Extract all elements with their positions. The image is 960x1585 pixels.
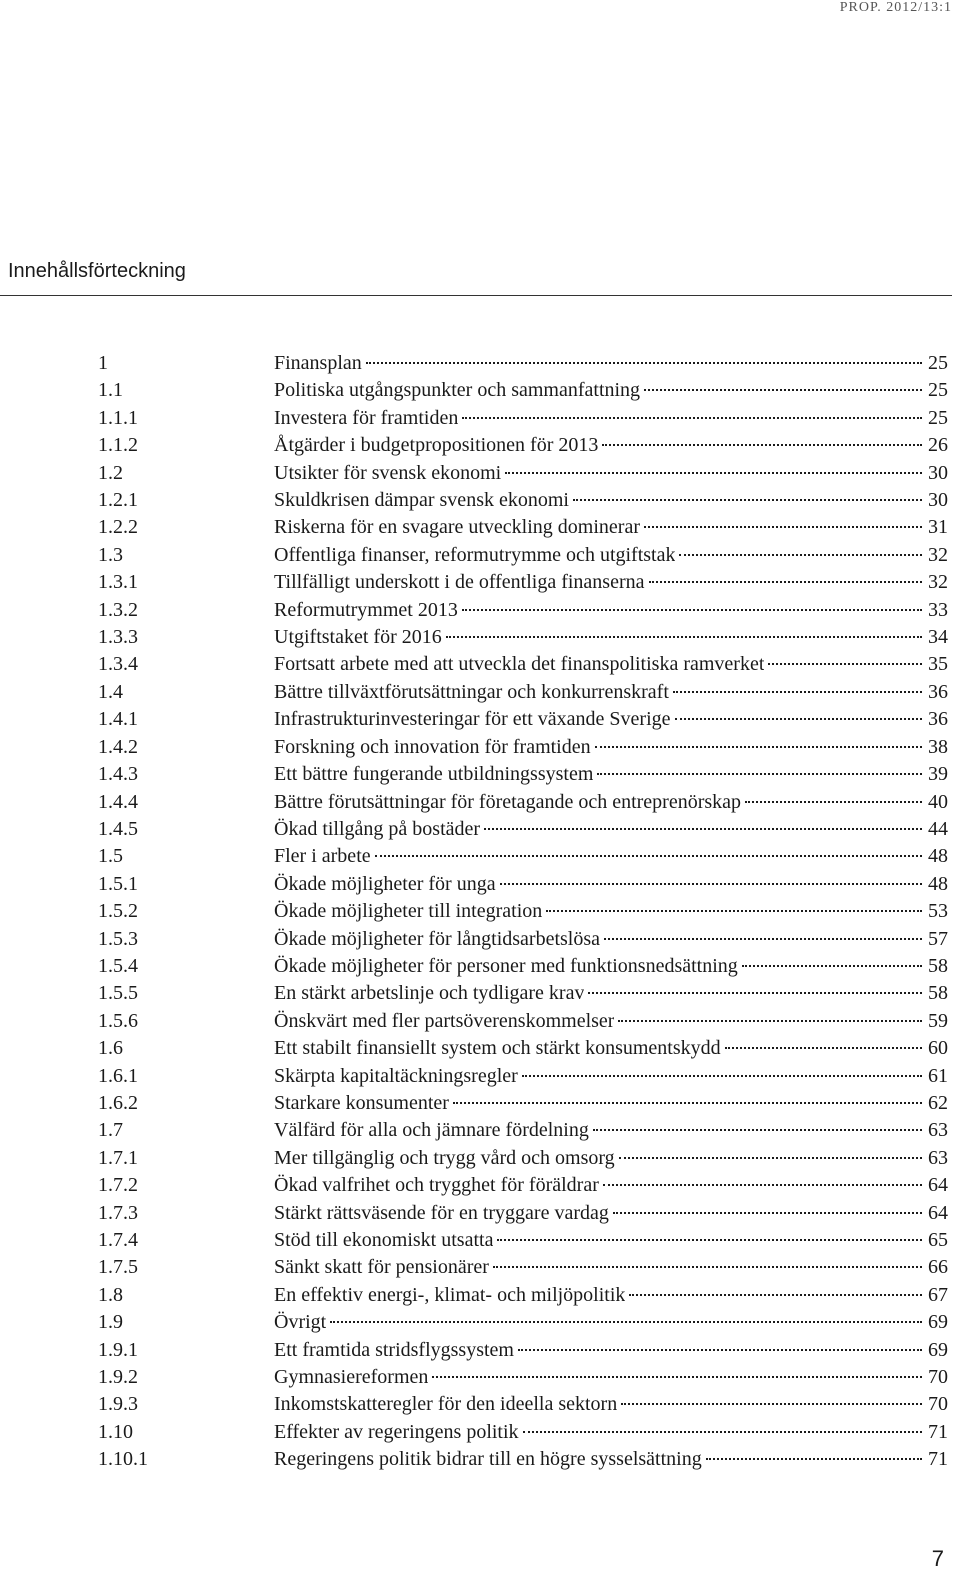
toc-entry-title[interactable]: Infrastrukturinvesteringar för ett växande Sverige	[274, 708, 671, 731]
toc-dot-leader	[629, 1294, 922, 1296]
toc-entry-page[interactable]: 26	[928, 434, 948, 457]
toc-entry-number: 1.9.2	[98, 1366, 138, 1389]
toc-entry-title[interactable]: Skuldkrisen dämpar svensk ekonomi	[274, 489, 569, 512]
toc-entry[interactable]	[98, 597, 948, 624]
toc-entry-page[interactable]: 34	[928, 626, 948, 649]
toc-entry[interactable]	[98, 1364, 948, 1391]
toc-entry-number: 1.9	[98, 1311, 123, 1334]
toc-entry-title[interactable]: Övrigt	[274, 1311, 327, 1334]
toc-entry-number: 1.1	[98, 379, 123, 402]
toc-entry-page[interactable]: 44	[928, 817, 948, 840]
toc-dot-leader	[604, 938, 922, 940]
toc-dot-leader	[505, 472, 922, 474]
toc-entry-number: 1.5.6	[98, 1009, 138, 1032]
toc-dot-leader	[522, 1075, 922, 1077]
toc-dot-leader	[673, 691, 922, 693]
toc-dot-leader	[366, 362, 922, 364]
toc-entry-page[interactable]: 70	[928, 1366, 948, 1389]
toc-entry[interactable]	[98, 953, 948, 980]
toc-entry-title[interactable]: Ökade möjligheter för långtidsarbetslösa	[274, 927, 601, 950]
toc-entry-page[interactable]: 64	[928, 1201, 948, 1224]
toc-entry-page[interactable]: 65	[928, 1229, 948, 1251]
toc-entry-page[interactable]: 58	[928, 982, 948, 1005]
toc-entry[interactable]	[98, 1145, 948, 1172]
toc-entry-number: 1.7	[98, 1119, 123, 1142]
toc-entry-title[interactable]: Fortsatt arbete med att utveckla det finanspolitiska ramverket	[274, 653, 765, 676]
toc-entry-number: 1.1.2	[98, 434, 138, 457]
toc-dot-leader	[330, 1321, 922, 1323]
toc-dot-leader	[500, 883, 922, 885]
toc-dot-leader	[595, 746, 922, 748]
toc-entry-page[interactable]: 40	[928, 790, 948, 813]
toc-entry-page[interactable]: 33	[928, 598, 948, 621]
toc-entry-page[interactable]: 48	[928, 845, 948, 868]
toc-entry-title[interactable]: Regeringens politik bidrar till en högre sysselsättning	[274, 1448, 702, 1471]
toc-entry-title[interactable]: Ett bättre fungerande utbildningssystem	[274, 763, 594, 786]
toc-entry-number: 1.7.1	[98, 1146, 138, 1169]
toc-entry[interactable]	[98, 871, 948, 898]
toc-entry-title[interactable]: Åtgärder i budgetpropositionen för 2013	[274, 434, 599, 457]
toc-entry[interactable]	[98, 980, 948, 1007]
toc-entry-title[interactable]: Forskning och innovation för framtiden	[274, 735, 591, 758]
toc-entry-title[interactable]: Ökade möjligheter för personer med funktionsnedsättning	[274, 954, 738, 977]
toc-entry-title[interactable]: Offentliga finanser, reformutrymme och utgiftstak	[274, 543, 676, 566]
toc-entry-page[interactable]: 32	[928, 571, 948, 594]
toc-entry[interactable]	[98, 1200, 948, 1227]
toc-entry-title[interactable]: Utgiftstaket för 2016	[274, 626, 442, 649]
toc-entry-number: 1	[98, 352, 108, 374]
toc-dot-leader	[603, 1184, 922, 1186]
toc-dot-leader	[644, 526, 922, 528]
toc-entry-number: 1.9.1	[98, 1338, 138, 1361]
toc-entry[interactable]	[98, 926, 948, 953]
toc-entry-number: 1.5.4	[98, 954, 138, 977]
toc-entry-number: 1.6.2	[98, 1091, 138, 1114]
toc-entry-page[interactable]: 30	[928, 489, 948, 512]
toc-entry-number: 1.10.1	[98, 1448, 148, 1471]
toc-entry-page[interactable]: 69	[928, 1311, 948, 1334]
toc-dot-leader	[484, 828, 922, 830]
toc-dot-leader	[588, 992, 922, 994]
toc-entry[interactable]	[98, 679, 948, 706]
toc-dot-leader	[742, 965, 922, 967]
toc-entry-page[interactable]: 53	[928, 900, 948, 923]
toc-entry-title[interactable]: Politiska utgångspunkter och sammanfattning	[274, 379, 641, 402]
toc-entry[interactable]	[98, 1419, 948, 1446]
toc-entry-number: 1.4	[98, 680, 123, 703]
toc-dot-leader	[768, 663, 922, 665]
toc-entry-number: 1.9.3	[98, 1393, 138, 1416]
toc-dot-leader	[497, 1239, 922, 1241]
toc-entry[interactable]	[98, 405, 948, 432]
toc-dot-leader	[679, 554, 922, 556]
toc-entry-title[interactable]: Utsikter för svensk ekonomi	[274, 461, 502, 484]
toc-dot-leader	[619, 1157, 922, 1159]
toc-entry[interactable]	[98, 350, 948, 377]
toc-entry-page[interactable]: 25	[928, 379, 948, 402]
toc-entry-title[interactable]: Ett stabilt finansiellt system och stärkt konsumentskydd	[274, 1037, 721, 1060]
toc-entry-number: 1.3.4	[98, 653, 138, 676]
toc-entry[interactable]	[98, 816, 948, 843]
toc-entry-number: 1.7.2	[98, 1174, 138, 1197]
toc-entry-title[interactable]: Ökade möjligheter för unga	[274, 872, 496, 895]
toc-entry-page[interactable]: 31	[928, 516, 948, 539]
toc-entry-number: 1.8	[98, 1283, 123, 1306]
toc-entry-page[interactable]: 62	[928, 1091, 948, 1114]
toc-entry[interactable]	[98, 1227, 948, 1254]
toc-dot-leader	[462, 609, 922, 611]
toc-entry-number: 1.5.2	[98, 900, 138, 923]
toc-entry[interactable]	[98, 651, 948, 678]
toc-entry-page[interactable]: 25	[928, 352, 948, 374]
toc-entry[interactable]	[98, 1117, 948, 1144]
toc-entry-number: 1.4.5	[98, 817, 138, 840]
toc-dot-leader	[518, 1349, 922, 1351]
toc-entry-title[interactable]: Stöd till ekonomiskt utsatta	[274, 1229, 494, 1251]
toc-entry-number: 1.7.5	[98, 1256, 138, 1279]
toc-entry-title[interactable]: Ökad valfrihet och trygghet för föräldrar	[274, 1174, 599, 1197]
toc-entry-title[interactable]: En stärkt arbetslinje och tydligare krav	[274, 982, 585, 1005]
toc-dot-leader	[446, 636, 922, 638]
toc-entry[interactable]	[98, 1008, 948, 1035]
toc-dot-leader	[546, 910, 922, 912]
toc-entry[interactable]	[98, 1063, 948, 1090]
toc-entry-title[interactable]: Ökade möjligheter till integration	[274, 900, 543, 923]
toc-entry-number: 1.2.2	[98, 516, 138, 539]
page-number: 7	[931, 1546, 944, 1571]
toc-entry-title[interactable]: Starkare konsumenter	[274, 1091, 449, 1114]
toc-entry-page[interactable]: 59	[928, 1009, 948, 1032]
toc-entry[interactable]	[98, 1254, 948, 1281]
toc-entry-title[interactable]: Gymnasiereformen	[274, 1366, 429, 1389]
toc-entry-title[interactable]: Tillfälligt underskott i de offentliga finanserna	[274, 571, 645, 594]
toc-entry-title[interactable]: Skärpta kapitaltäckningsregler	[274, 1064, 518, 1087]
toc-dot-leader	[432, 1376, 922, 1378]
toc-entry-page[interactable]: 36	[928, 708, 948, 731]
toc-entry[interactable]	[98, 460, 948, 487]
toc-entry-number: 1.2	[98, 461, 123, 484]
toc-entry-title[interactable]: Sänkt skatt för pensionärer	[274, 1256, 489, 1279]
toc-entry-number: 1.3.3	[98, 626, 138, 649]
toc-entry-number: 1.5.3	[98, 927, 138, 950]
toc-entry[interactable]	[98, 843, 948, 870]
toc-entry[interactable]	[98, 1090, 948, 1117]
toc-dot-leader	[602, 444, 922, 446]
document-reference: PROP. 2012/13:1	[839, 0, 952, 15]
toc-entry[interactable]	[98, 1337, 948, 1364]
toc-entry[interactable]	[98, 761, 948, 788]
toc-entry-number: 1.10	[98, 1420, 133, 1443]
toc-entry-title[interactable]: Investera för framtiden	[274, 406, 459, 429]
toc-entry-number: 1.3.1	[98, 571, 138, 594]
toc-list	[98, 350, 948, 1474]
toc-entry-title[interactable]: Riskerna för en svagare utveckling dominerar	[274, 516, 640, 539]
toc-dot-leader	[453, 1102, 922, 1104]
toc-dot-leader	[644, 389, 922, 391]
toc-dot-leader	[675, 718, 922, 720]
toc-entry-number: 1.3	[98, 543, 123, 566]
toc-dot-leader	[745, 801, 922, 803]
toc-entry[interactable]	[98, 487, 948, 514]
toc-entry-number: 1.5.5	[98, 982, 138, 1005]
toc-dot-leader	[375, 855, 922, 857]
toc-dot-leader	[597, 773, 922, 775]
toc-entry-number: 1.4.1	[98, 708, 138, 731]
toc-entry-title[interactable]: Ökad tillgång på bostäder	[274, 817, 481, 840]
toc-entry[interactable]	[98, 1309, 948, 1336]
toc-entry-page[interactable]: 48	[928, 872, 948, 895]
toc-entry-title[interactable]: Finansplan	[274, 352, 362, 374]
toc-entry-page[interactable]: 25	[928, 406, 948, 429]
toc-entry-page[interactable]: 35	[928, 653, 948, 676]
toc-entry-number: 1.6	[98, 1037, 123, 1060]
toc-entry[interactable]	[98, 377, 948, 404]
toc-entry-page[interactable]: 71	[928, 1420, 948, 1443]
toc-entry-page[interactable]: 57	[928, 927, 948, 950]
toc-entry-page[interactable]: 63	[928, 1119, 948, 1142]
toc-entry[interactable]	[98, 432, 948, 459]
toc-entry-title[interactable]: En effektiv energi-, klimat- och miljöpolitik	[274, 1283, 626, 1306]
toc-heading: Innehållsförteckning	[8, 260, 186, 282]
toc-entry-number: 1.2.1	[98, 489, 138, 512]
toc-entry-title[interactable]: Mer tillgänglig och trygg vård och omsorg	[274, 1146, 615, 1169]
toc-dot-leader	[523, 1431, 922, 1433]
toc-entry-number: 1.4.2	[98, 735, 138, 758]
toc-entry-page[interactable]: 36	[928, 680, 948, 703]
toc-entry[interactable]	[98, 542, 948, 569]
toc-dot-leader	[613, 1212, 922, 1214]
toc-entry-number: 1.5	[98, 845, 123, 868]
toc-dot-leader	[593, 1129, 922, 1131]
toc-entry-title[interactable]: Välfärd för alla och jämnare fördelning	[274, 1119, 589, 1142]
toc-entry[interactable]	[98, 1172, 948, 1199]
toc-entry-page[interactable]: 69	[928, 1338, 948, 1361]
toc-entry-page[interactable]: 30	[928, 461, 948, 484]
toc-entry-page[interactable]: 70	[928, 1393, 948, 1416]
toc-entry-page[interactable]: 58	[928, 954, 948, 977]
toc-entry[interactable]	[98, 514, 948, 541]
heading-rule	[0, 295, 952, 296]
toc-entry[interactable]	[98, 624, 948, 651]
toc-entry-title[interactable]: Ett framtida stridsflygssystem	[274, 1338, 514, 1361]
toc-entry-number: 1.4.4	[98, 790, 138, 813]
toc-entry-page[interactable]: 64	[928, 1174, 948, 1197]
toc-dot-leader	[649, 581, 923, 583]
toc-entry-page[interactable]: 67	[928, 1283, 948, 1306]
toc-entry-page[interactable]: 39	[928, 763, 948, 786]
toc-entry-title[interactable]: Inkomstskatteregler för den ideella sektorn	[274, 1393, 618, 1416]
toc-entry-page[interactable]: 63	[928, 1146, 948, 1169]
toc-entry[interactable]	[98, 1391, 948, 1418]
toc-entry-page[interactable]: 61	[928, 1064, 948, 1087]
toc-entry-number: 1.7.4	[98, 1229, 138, 1251]
toc-dot-leader	[493, 1266, 922, 1268]
toc-entry-number: 1.1.1	[98, 406, 138, 429]
toc-entry[interactable]	[98, 898, 948, 925]
toc-entry-title[interactable]: Bättre förutsättningar för företagande och entreprenörskap	[274, 790, 742, 813]
toc-dot-leader	[573, 499, 922, 501]
toc-entry-page[interactable]: 38	[928, 735, 948, 758]
toc-entry-number: 1.7.3	[98, 1201, 138, 1224]
toc-entry-page[interactable]: 60	[928, 1037, 948, 1060]
toc-entry-title[interactable]: Reformutrymmet 2013	[274, 598, 458, 621]
toc-entry[interactable]	[98, 734, 948, 761]
toc-entry-title[interactable]: Önskvärt med fler partsöverenskommelser	[274, 1009, 615, 1032]
toc-entry[interactable]	[98, 706, 948, 733]
toc-dot-leader	[462, 417, 922, 419]
toc-entry-number: 1.4.3	[98, 763, 138, 786]
toc-entry-title[interactable]: Bättre tillväxtförutsättningar och konkurrenskraft	[274, 680, 669, 703]
toc-entry-title[interactable]: Fler i arbete	[274, 845, 371, 868]
toc-entry[interactable]	[98, 789, 948, 816]
toc-dot-leader	[706, 1458, 922, 1460]
toc-entry[interactable]	[98, 1035, 948, 1062]
toc-dot-leader	[618, 1020, 922, 1022]
toc-entry-title[interactable]: Effekter av regeringens politik	[274, 1420, 519, 1443]
toc-entry[interactable]	[98, 1282, 948, 1309]
toc-entry[interactable]	[98, 569, 948, 596]
toc-dot-leader	[621, 1403, 922, 1405]
toc-entry-page[interactable]: 32	[928, 543, 948, 566]
toc-entry-title[interactable]: Stärkt rättsväsende för en tryggare vardag	[274, 1201, 609, 1224]
toc-entry-number: 1.5.1	[98, 872, 138, 895]
toc-dot-leader	[725, 1047, 922, 1049]
toc-entry-page[interactable]: 66	[928, 1256, 948, 1279]
toc-entry-number: 1.6.1	[98, 1064, 138, 1087]
toc-entry-page[interactable]: 71	[928, 1448, 948, 1471]
toc-entry-number: 1.3.2	[98, 598, 138, 621]
toc-entry[interactable]	[98, 1446, 948, 1473]
